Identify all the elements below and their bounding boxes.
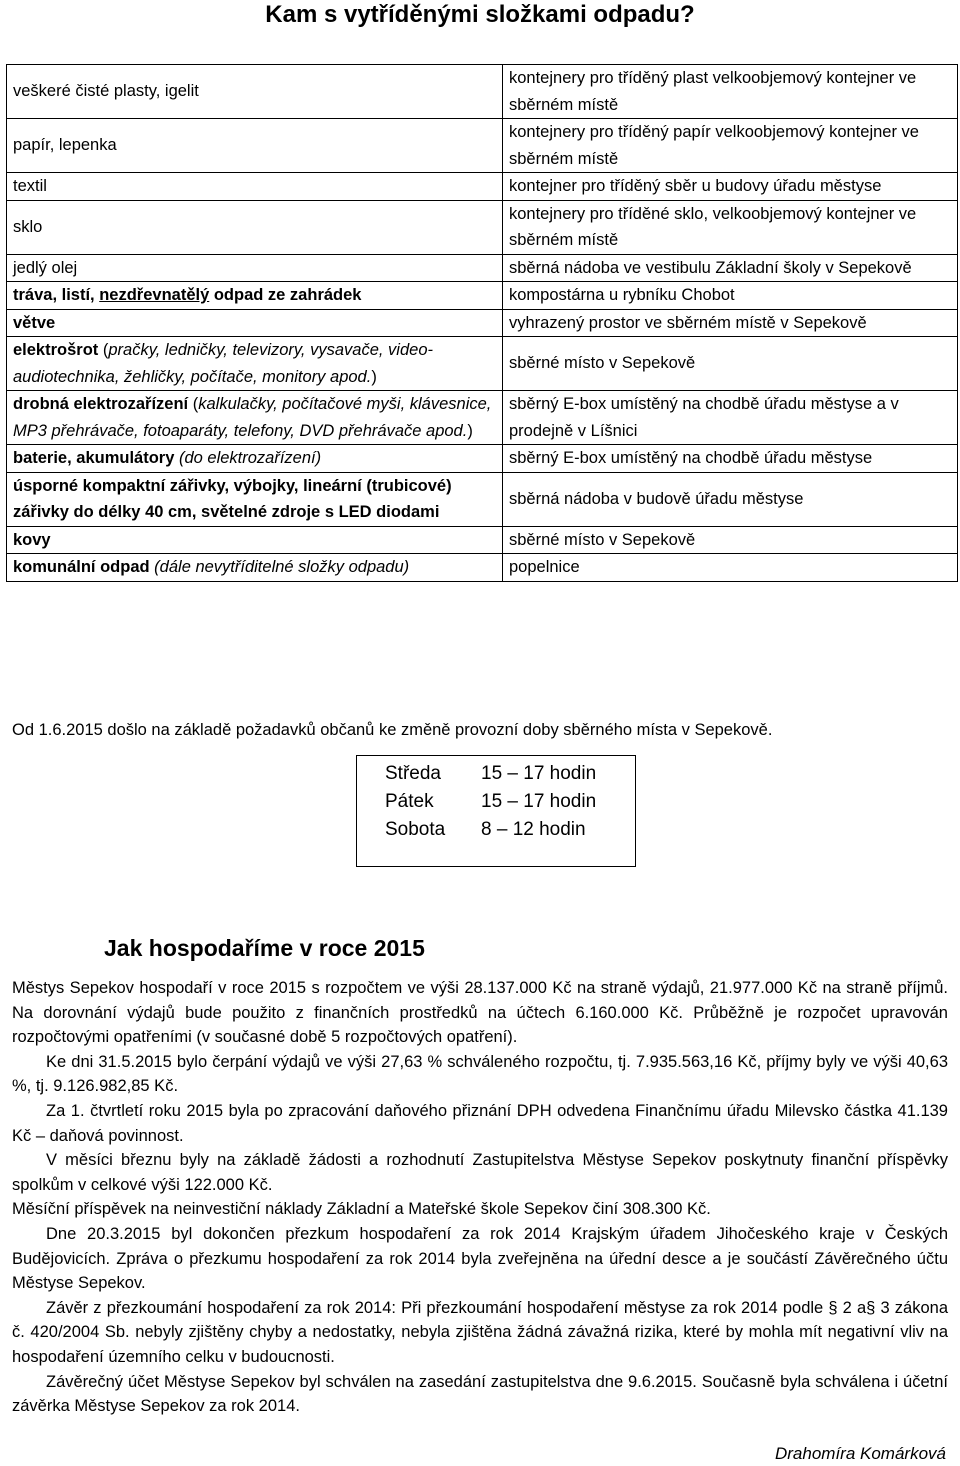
disposal-place-cell: sběrné místo v Sepekově xyxy=(503,526,958,554)
waste-type-text: ( xyxy=(188,395,199,413)
waste-type-text: větve xyxy=(13,313,56,332)
waste-type-text: veškeré čisté plasty, igelit xyxy=(13,82,199,101)
disposal-place-cell: sběrná nádoba v budově úřadu městyse xyxy=(503,472,958,526)
table-row xyxy=(7,445,958,473)
page-title: Kam s vytříděnými složkami odpadu? xyxy=(265,1,695,28)
waste-type-cell xyxy=(7,173,503,201)
waste-type-text: jedlý olej xyxy=(13,258,78,277)
waste-type-text: odpad ze zahrádek xyxy=(209,286,362,304)
waste-type-cell xyxy=(7,554,503,582)
waste-type-cell xyxy=(7,119,503,173)
waste-type-text: komunální odpad xyxy=(13,558,150,576)
signature: Drahomíra Komárková xyxy=(774,1444,946,1463)
disposal-place-cell: kompostárna u rybníku Chobot xyxy=(503,282,958,310)
table-row xyxy=(7,554,958,582)
waste-type-cell xyxy=(7,445,503,473)
waste-type-text: kovy xyxy=(13,530,51,549)
waste-type-text: ) xyxy=(467,421,473,440)
disposal-place-cell: kontejnery pro tříděný plast velkoobjemový kontejner ve sběrném místě xyxy=(503,65,958,119)
finance-paragraph: Městys Sepekov hospodaří v roce 2015 s rozpočtem ve výši 28.137.000 Kč na straně výdajů, 21.977.000 Kč na straně příjmů. Na dorovnání výdajů bude použito z finančních prostředků na účtech 6.160.000 Kč. Průběžně je rozpočet upravován rozpočtovými opatřeními (v současné době 5 rozpočtových opatření). xyxy=(12,979,948,1047)
opening-hours-box xyxy=(356,755,636,867)
waste-type-text: pračky, ledničky, televizory, vysavače, video-audiotechnika, žehličky, počítače, monitory apod. xyxy=(13,341,433,386)
waste-type-text: (dále nevytříditelné složky odpadu) xyxy=(149,558,410,576)
hours-time: 15 – 17 hodin xyxy=(481,791,597,812)
disposal-place-cell: popelnice xyxy=(503,554,958,582)
waste-type-cell xyxy=(7,254,503,282)
waste-type-cell xyxy=(7,200,503,254)
table-row xyxy=(7,472,958,526)
waste-sorting-table xyxy=(6,64,958,582)
disposal-place-cell: kontejner pro tříděný sběr u budovy úřadu městyse xyxy=(503,173,958,201)
waste-type-text: (do elektrozařízení) xyxy=(174,449,322,467)
hours-row xyxy=(385,788,596,816)
hours-day: Středa xyxy=(385,763,441,784)
section-heading: Jak hospodaříme v roce 2015 xyxy=(104,935,425,961)
waste-type-text: tráva, listí, xyxy=(13,286,100,304)
table-row xyxy=(7,200,958,254)
disposal-place-cell: kontejnery pro tříděný papír velkoobjemový kontejner ve sběrném místě xyxy=(503,119,958,173)
finance-paragraph: Závěrečný účet Městyse Sepekov byl schválen na zasedání zastupitelstva dne 9.6.2015. Současně byla schválena i účetní závěrka Městyse Sepekov za rok 2014. xyxy=(12,1372,948,1416)
waste-type-text: úsporné kompaktní zářivky, výbojky, lineární (trubicové) zářivky do délky 40 cm, světelné zdroje s LED diodami xyxy=(13,476,452,521)
waste-type-cell xyxy=(7,526,503,554)
table-row xyxy=(7,282,958,310)
waste-type-text: sklo xyxy=(13,217,43,236)
disposal-place-cell: kontejnery pro tříděné sklo, velkoobjemový kontejner ve sběrném místě xyxy=(503,200,958,254)
waste-type-text: papír, lepenka xyxy=(13,136,117,155)
disposal-place-cell: sběrné místo v Sepekově xyxy=(503,337,958,391)
table-row xyxy=(7,526,958,554)
table-row xyxy=(7,391,958,445)
waste-type-cell xyxy=(7,282,503,310)
table-row xyxy=(7,173,958,201)
table-row xyxy=(7,119,958,173)
waste-type-text: elektrošrot xyxy=(13,341,99,359)
opening-hours-notice: Od 1.6.2015 došlo na základě požadavků občanů ke změně provozní doby sběrného místa v Sepekově. xyxy=(12,721,773,739)
waste-type-text: textil xyxy=(13,177,47,195)
table-row xyxy=(7,65,958,119)
disposal-place-cell: sběrný E-box umístěný na chodbě úřadu městyse a v prodejně v Líšnici xyxy=(503,391,958,445)
waste-type-text: drobná elektrozařízení xyxy=(13,395,189,413)
waste-type-text: ( xyxy=(98,341,109,359)
hours-day: Sobota xyxy=(385,819,446,840)
waste-type-cell xyxy=(7,391,503,445)
waste-type-text: ) xyxy=(371,367,377,386)
hours-row xyxy=(385,816,586,844)
hours-day: Pátek xyxy=(385,791,434,812)
waste-type-text: nezdřevnatělý xyxy=(99,286,210,304)
disposal-place-cell: sběrná nádoba ve vestibulu Základní školy v Sepekově xyxy=(503,254,958,282)
waste-type-text: kalkulačky, počítačové myši, klávesnice, MP3 přehrávače, fotoaparáty, telefony, DVD přehrávače apod. xyxy=(13,395,492,440)
disposal-place-cell: sběrný E-box umístěný na chodbě úřadu městyse xyxy=(503,445,958,473)
hours-row xyxy=(385,760,596,788)
finance-paragraph: Závěr z přezkoumání hospodaření za rok 2014: Při přezkoumání hospodaření městyse za rok 2014 podle § 2 a§ 3 zákona č. 420/2004 Sb. nebyly zjištěny chyby a nedostatky, nebyla zjištěna žádná závažná rizika, které by mohla mít negativní vliv na hospodaření územního celku v budoucnosti. xyxy=(12,1298,948,1366)
table-row xyxy=(7,309,958,337)
finance-paragraph: Za 1. čtvrtletí roku 2015 byla po zpracování daňového přiznání DPH odvedena Finančnímu úřadu Milevsko částka 41.139 Kč – daňová povinnost. xyxy=(12,1101,948,1145)
finance-paragraph: V měsíci březnu byly na základě žádosti a rozhodnutí Zastupitelstva Městyse Sepekov poskytnuty finanční příspěvky spolkům v celkové výši 122.000 Kč. xyxy=(12,1151,948,1194)
waste-type-cell xyxy=(7,65,503,119)
hours-time: 8 – 12 hodin xyxy=(481,819,586,840)
table-row xyxy=(7,254,958,282)
waste-type-cell xyxy=(7,472,503,526)
waste-type-cell xyxy=(7,309,503,337)
finance-report xyxy=(12,976,948,1419)
table-row xyxy=(7,337,958,391)
waste-type-cell xyxy=(7,337,503,391)
waste-type-text: baterie, akumulátory xyxy=(13,449,175,467)
hours-time: 15 – 17 hodin xyxy=(481,763,597,784)
finance-paragraph: Ke dni 31.5.2015 bylo čerpání výdajů ve výši 27,63 % schváleného rozpočtu, tj. 7.935.563,16 Kč, příjmy byly ve výši 40,63 %, tj. 9.126.982,85 Kč. xyxy=(12,1052,948,1096)
finance-paragraph: Měsíční příspěvek na neinvestiční náklady Základní a Mateřské škole Sepekov činí 308.300 Kč. xyxy=(12,1200,711,1219)
finance-paragraph: Dne 20.3.2015 byl dokončen přezkum hospodaření za rok 2014 Krajským úřadem Jihočeského kraje v Českých Budějovicích. Zpráva o přezkumu hospodaření za rok 2014 byla zveřejněna na úřední desce a je součástí Závěrečného účtu Městyse Sepekov. xyxy=(12,1224,948,1293)
disposal-place-cell: vyhrazený prostor ve sběrném místě v Sepekově xyxy=(503,309,958,337)
